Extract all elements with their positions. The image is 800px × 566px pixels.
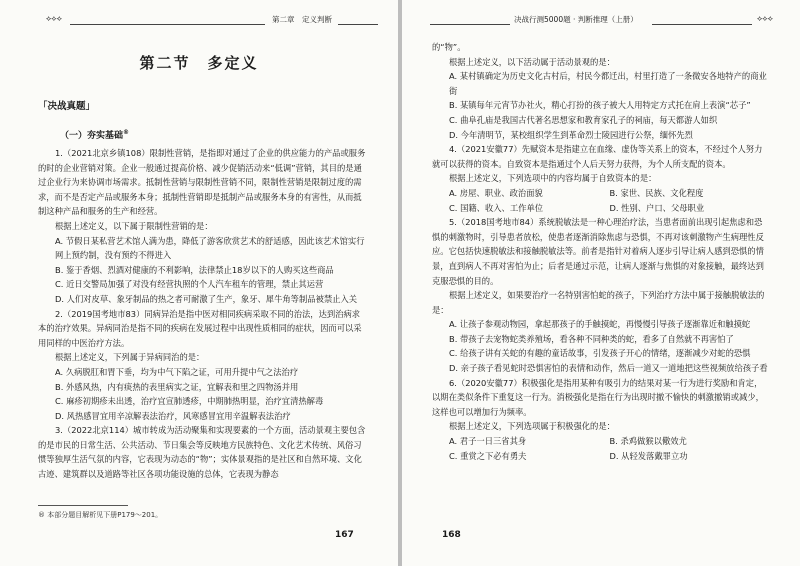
box-title: 「决战真题」 bbox=[38, 101, 96, 112]
left-header: 第二章 定义判断 bbox=[272, 15, 332, 24]
option-b: B. 鉴于香烟、烈酒对健康的不利影响，法律禁止18岁以下的人购买这些商品 bbox=[55, 264, 334, 275]
question-prompt: 根据上述定义，以下属于限制性营销的是： bbox=[55, 220, 213, 231]
option-d: D. 风热感冒宜用辛凉解表法治疗，风寒感冒宜用辛温解表法治疗 bbox=[55, 410, 291, 421]
option-c: C. 重赏之下必有勇夫 bbox=[449, 450, 527, 461]
right-page bbox=[402, 0, 800, 566]
option-d: D. 性别、户口、父母职业 bbox=[609, 202, 705, 213]
options-row bbox=[432, 201, 770, 216]
left-page bbox=[0, 0, 398, 566]
header-rule bbox=[338, 24, 378, 25]
option-c: C. 近日交警局加强了对没有经营执照的个人汽车租车的管理，禁止其运营 bbox=[55, 279, 324, 290]
question-prompt: 根据上述定义，下列属于异病同治的是： bbox=[55, 352, 205, 363]
option-a: A. 节假日某私营艺术馆人满为患，降低了游客欣赏艺术的舒适感，因此该艺术馆实行网上预约制，没有预约不得进入 bbox=[55, 235, 365, 261]
header-ornament-icon: ⟡⟡⟡ bbox=[46, 14, 62, 23]
option-b: B. 家世、民族、文化程度 bbox=[609, 187, 704, 198]
question-prompt: 根据上述定义，以下活动属于活动景观的是： bbox=[449, 56, 615, 67]
question-text: 5.（2018国考地市84）系统脱敏法是一种心理治疗法，当患者面前出现引起焦虑和恐惧的刺激物时，引导患者放松，使患者逐渐消除焦虑与恐惧，不再对该刺激物产生病理性反应。它包括快速脱敏法和接触脱敏法等。前者是指针对着病人逐步引导让病人感到恐惧的情景，直到病人不再对害怕为止；后者是通过示范，让病人逐渐与焦惧的对象接触，最终达到克服恐惧的目的。 bbox=[432, 217, 764, 286]
left-content bbox=[38, 146, 368, 482]
option-a: A. 久病脱肛和胃下垂，均为中气下陷之证，可用升提中气之法治疗 bbox=[55, 366, 299, 377]
question-prompt: 根据上述定义，下列选项中的内容均属于自致资本的是： bbox=[449, 173, 657, 184]
footnote: ® 本部分题目解析见下册P179～201。 bbox=[38, 511, 163, 519]
options-row bbox=[432, 186, 770, 201]
question-text: 6.（2020安徽77）积极强化是指用某种有吸引力的结果对某一行为进行奖励和肯定，以期在类似条件下重复这一行为。消极强化是指在行为出现时撤不愉快的刺激撤销或减少，这样也可以增加行为频率。 bbox=[432, 377, 764, 417]
option-c: C. 国籍、收入、工作单位 bbox=[449, 202, 544, 213]
option-b: B. 外感风热，内有痰热的表里病实之证，宜解表和里之四物汤并用 bbox=[55, 381, 299, 392]
option-b: B. 带孩子去宠物蛇类养殖场，看各种不同种类的蛇，看多了自然就不再害怕了 bbox=[449, 333, 734, 344]
footnote-rule bbox=[38, 505, 128, 506]
question-text: 1.（2021北京乡镇108）限制性营销，是指即对通过了企业的供应能力的产品或服务的时的企业营销对策。企业一般通过提高价格、减少促销活动来“低调”营销，其目的是通过企业行为来协调市场需求。抵制性营销与限制性营销不同，限制性营销是限制过度的需求，而不是否定产品或服务本身；抵制性营销即是抵制产品或服务本身的有害性，从而抵制这种产品和服务的生产和经营。 bbox=[38, 148, 366, 217]
continuation-text: 的“物”。 bbox=[432, 42, 466, 52]
header-rule bbox=[430, 24, 510, 25]
options-row bbox=[432, 449, 770, 464]
header-ornament-icon: ⟡⟡⟡ bbox=[757, 14, 773, 23]
page-number: 167 bbox=[335, 530, 354, 540]
question-text: 4.（2021安徽77）先赋资本是指建立在血缘、虚伪等关系上的资本，不经过个人努力就可以获得的资本。自致资本是指通过个人后天努力获得，为个人所支配的资本。 bbox=[432, 144, 763, 169]
option-d: D. 人们对皮草、象牙制品的热之者可耐激了生产，象牙、犀牛角等制品被禁止入关 bbox=[55, 293, 358, 304]
option-b: B. 某镇每年元宵节办社火，精心打扮的孩子被大人用特定方式托在肩上表演“芯子” bbox=[449, 100, 751, 111]
sub-title bbox=[60, 128, 129, 141]
option-c: C. 给孩子讲有关蛇的有趣的童话故事，引发孩子开心的情绪，逐渐减少对蛇的恐惧 bbox=[449, 348, 751, 359]
option-a: A. 房屋、职业、政治面貌 bbox=[449, 187, 543, 198]
footnote-mark: ® bbox=[123, 129, 130, 136]
option-a: A. 让孩子参观动物园，拿起那孩子的手触摸蛇，再慢慢引导孩子逐渐靠近和触摸蛇 bbox=[449, 319, 751, 330]
option-b: B. 杀鸡做猴以儆效尤 bbox=[609, 436, 687, 447]
options-row bbox=[432, 434, 770, 449]
option-c: C. 麻疹初期疹未出透，治疗宜宣肺透疹，中期肺热明显，治疗宜清热解毒 bbox=[55, 396, 324, 407]
option-a: A. 某村镇确定为历史文化古村后，村民今都迁出，村里打造了一条微安各地特产的商业街 bbox=[449, 71, 767, 96]
right-header: 决战行测5000题 · 判断推理（上册） bbox=[514, 15, 638, 24]
question-text: 3.（2022北京114）城市转成为活动聚集和实现要素的一个方面，活动景观主要包含的是市民的日常生活、公共活动、节日集会等反映地方民族特色、文化艺术传统、风俗习惯等独厚生活气氛的内容，它表现为动态的“物”；实体景观指的是社区和自然环境、文化古迹、建筑群以及道路等社区各项功能设施的总体，它表现为静态 bbox=[38, 425, 366, 480]
question-prompt: 根据上述定义，下列选项属于积极强化的是： bbox=[449, 421, 615, 432]
option-d: D. 今年清明节，某校组织学生到革命烈士陵园进行公祭，缅怀先烈 bbox=[449, 129, 693, 140]
question-text: 2.（2019国考地市83）同病异治是指中医对相同疾病采取不同的治法，达到治病求本的治疗效果。异病同治是指不同的疾病在发展过程中出现性质相同的症状，因而可以采用同样的中医治疗方法。 bbox=[38, 308, 362, 348]
sub-title-text: （一）夯实基础 bbox=[60, 131, 124, 141]
right-content bbox=[432, 40, 770, 463]
page-number: 168 bbox=[442, 530, 461, 540]
header-rule bbox=[70, 24, 265, 25]
option-c: C. 曲阜孔庙是我国古代著名思想家和教育家孔子的祠庙，每天都游人如织 bbox=[449, 114, 718, 125]
option-d: D. 从轻发落戴罪立功 bbox=[609, 450, 688, 461]
option-d: D. 亲子孩子看见蛇时恐惧害怕的表情和动作，然后一道又一道地把这些视频放给孩子看 bbox=[449, 363, 768, 374]
option-a: A. 君子一日三省其身 bbox=[449, 436, 527, 447]
question-prompt: 根据上述定义，如果要治疗一名特别害怕蛇的孩子，下列治疗方法中属于接触脱敏法的是： bbox=[432, 290, 765, 315]
header-rule bbox=[652, 24, 752, 25]
section-title: 第二节 多定义 bbox=[139, 54, 259, 72]
